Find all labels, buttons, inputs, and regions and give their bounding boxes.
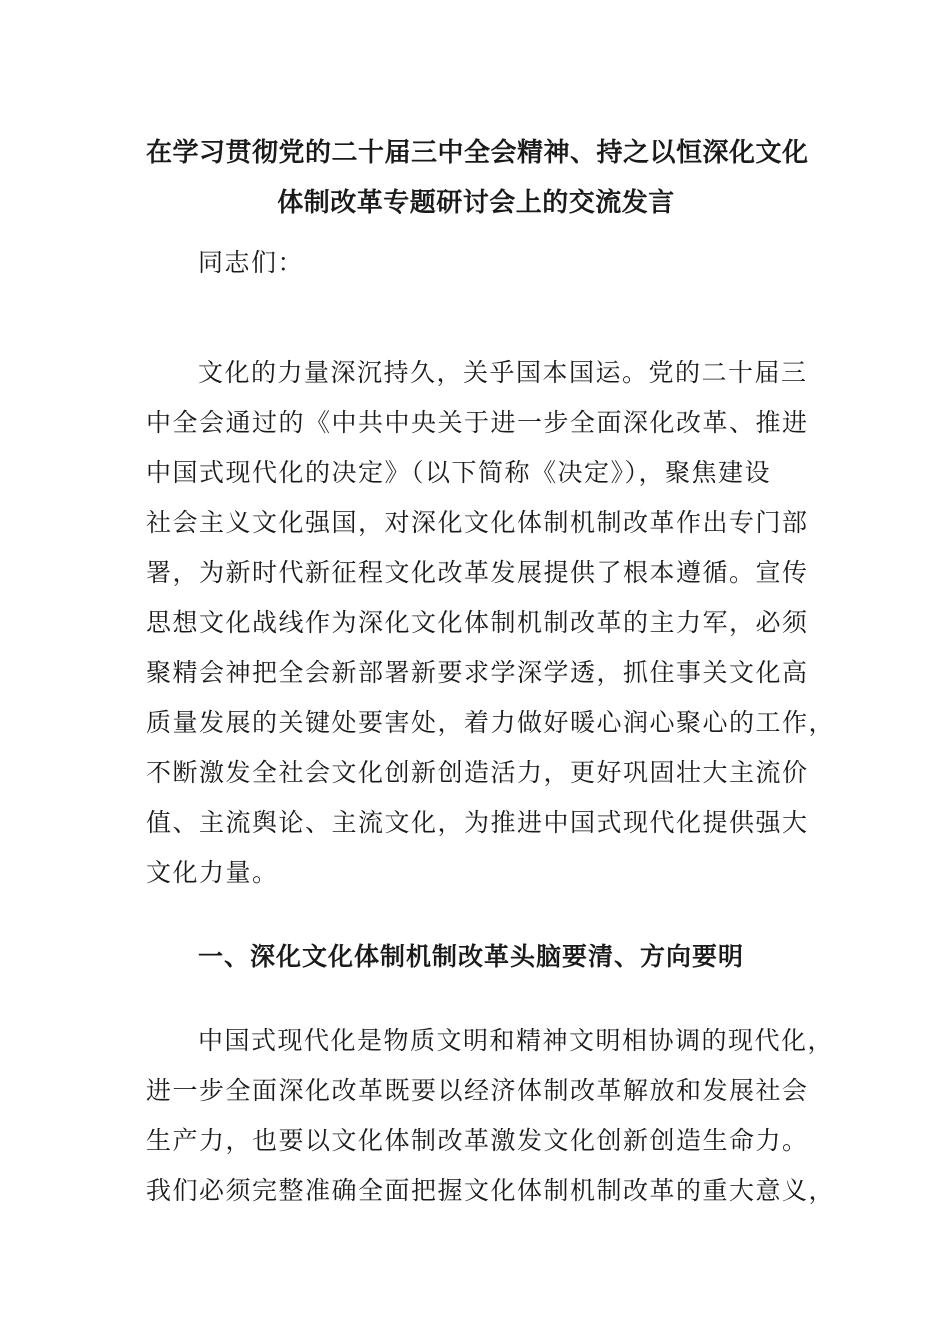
paragraph-line: 聚精会神把全会新部署新要求学深学透，抓住事关文化高 (146, 658, 809, 687)
paragraph-line: 中全会通过的《中共中央关于进一步全面深化改革、推进 (146, 408, 809, 437)
paragraph-line: 不断激发全社会文化创新创造活力，更好巩固壮大主流价 (146, 758, 809, 787)
paragraph-line: 社会主义文化强国，对深化文化体制机制改革作出专门部 (146, 508, 809, 537)
document-title (146, 128, 809, 228)
title-line: 体制改革专题研讨会上的交流发言 (277, 188, 675, 218)
paragraph-line: 我们必须完整准确全面把握文化体制机制改革的重大意义， (146, 1176, 836, 1205)
paragraph-line: 中国式现代化是物质文明和精神文明相协调的现代化， (198, 1026, 835, 1055)
paragraph-line: 署，为新时代新征程文化改革发展提供了根本遵循。宣传 (146, 558, 809, 587)
paragraph-1 (146, 348, 836, 898)
paragraph-line: 生产力，也要以文化体制改革激发文化创新创造生命力。 (146, 1126, 809, 1155)
section-heading-1: 一、深化文化体制机制改革头脑要清、方向要明 (198, 942, 745, 971)
paragraph-line: 质量发展的关键处要害处，着力做好暖心润心聚心的工作， (146, 708, 836, 737)
paragraph-line: 中国式现代化的决定》（以下简称《决定》），聚焦建设 (146, 458, 772, 487)
salutation-text: 同志们： (198, 248, 305, 277)
paragraph-line: 文化力量。 (146, 858, 279, 887)
paragraph-line: 思想文化战线作为深化文化体制机制改革的主力军，必须 (146, 608, 809, 637)
paragraph-line: 进一步全面深化改革既要以经济体制改革解放和发展社会 (146, 1076, 809, 1105)
paragraph-line: 值、主流舆论、主流文化，为推进中国式现代化提供强大 (146, 808, 809, 837)
salutation (146, 238, 806, 288)
title-line: 在学习贯彻党的二十届三中全会精神、持之以恒深化文化 (146, 138, 809, 168)
paragraph-2 (146, 1016, 836, 1216)
paragraph-line: 文化的力量深沉持久，关乎国本国运。党的二十届三 (198, 358, 808, 387)
